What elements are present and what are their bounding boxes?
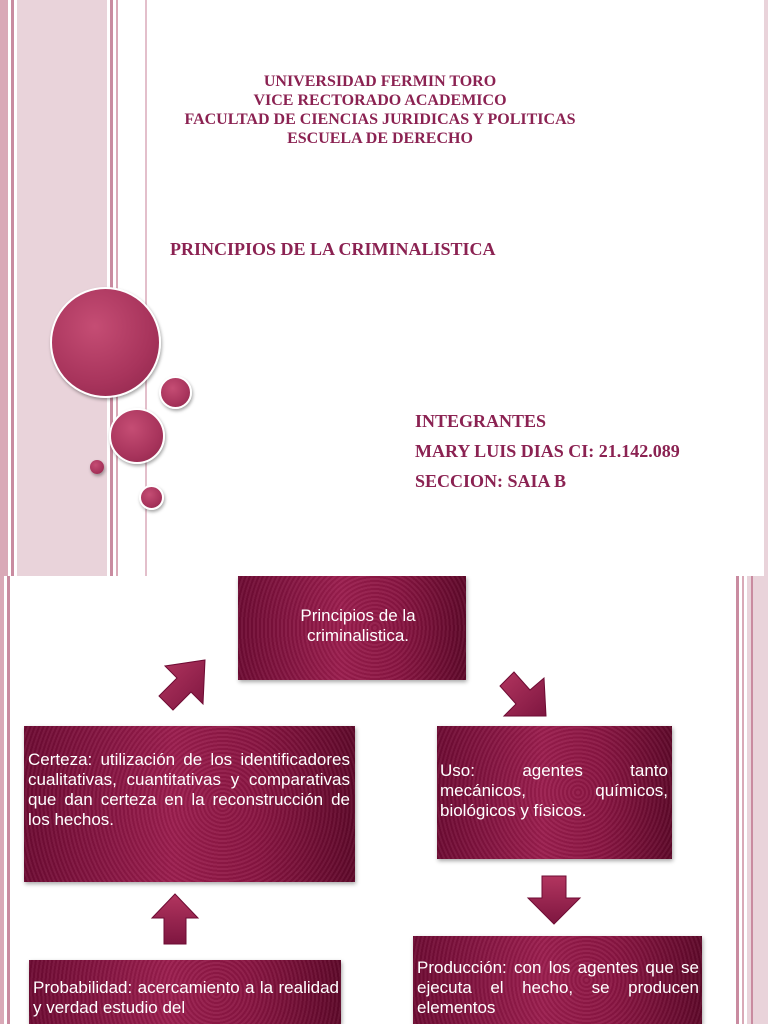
small-circle-right (159, 376, 192, 409)
tiny-circle (90, 460, 104, 474)
produccion-text: Producción: con los agentes que se ejecuta el hecho, se producen elementos (417, 958, 699, 1017)
right-band-d (751, 576, 753, 1024)
center-principle-text: Principios de la criminalistica. (300, 606, 416, 645)
arrow-down-right-icon (498, 670, 550, 720)
certeza-box (24, 726, 355, 882)
heading-line: ESCUELA DE DERECHO (287, 130, 473, 147)
diagram-slide (0, 576, 768, 1024)
arrow-up-right-icon (155, 658, 207, 712)
heading-line: FACULTAD DE CIENCIAS JURIDICAS Y POLITICAS (184, 111, 576, 128)
heading-line: VICE RECTORADO ACADEMICO (253, 92, 507, 109)
heading-line: UNIVERSIDAD FERMIN TORO (263, 73, 497, 90)
left-band-2 (11, 0, 14, 576)
section-label: SECCION: SAIA B (415, 471, 567, 491)
right-edge-band (764, 0, 768, 576)
right-band-a (736, 576, 739, 1024)
arrow-up-icon (150, 892, 200, 946)
institution-heading (100, 72, 660, 148)
uso-box (437, 726, 672, 859)
large-circle (50, 287, 161, 398)
left-band-b (7, 576, 10, 1024)
certeza-text: Certeza: utilización de los identificadores cualitativas, cuantitativas y comparativas que dan certeza en la reconstrucción de los hechos. (28, 750, 350, 829)
arrow-down-icon (526, 874, 582, 926)
medium-circle (109, 408, 165, 464)
presentation-title: PRINCIPIOS DE LA CRIMINALISTICA (170, 239, 496, 259)
member-name: MARY LUIS DIAS CI: 21.142.089 (415, 441, 680, 461)
uso-text: Uso: agentes tanto mecánicos, químicos, biológicos y físicos. (440, 761, 668, 820)
center-principle-box (238, 576, 466, 680)
probabilidad-box (29, 960, 341, 1024)
left-band-a (0, 576, 4, 1024)
left-band-1 (0, 0, 8, 576)
probabilidad-text: Probabilidad: acercamiento a la realidad y verdad estudio del (33, 978, 339, 1017)
produccion-box (413, 936, 702, 1024)
members-label: INTEGRANTES (415, 411, 547, 431)
right-band-b (742, 576, 744, 1024)
small-circle-bottom (139, 485, 164, 510)
